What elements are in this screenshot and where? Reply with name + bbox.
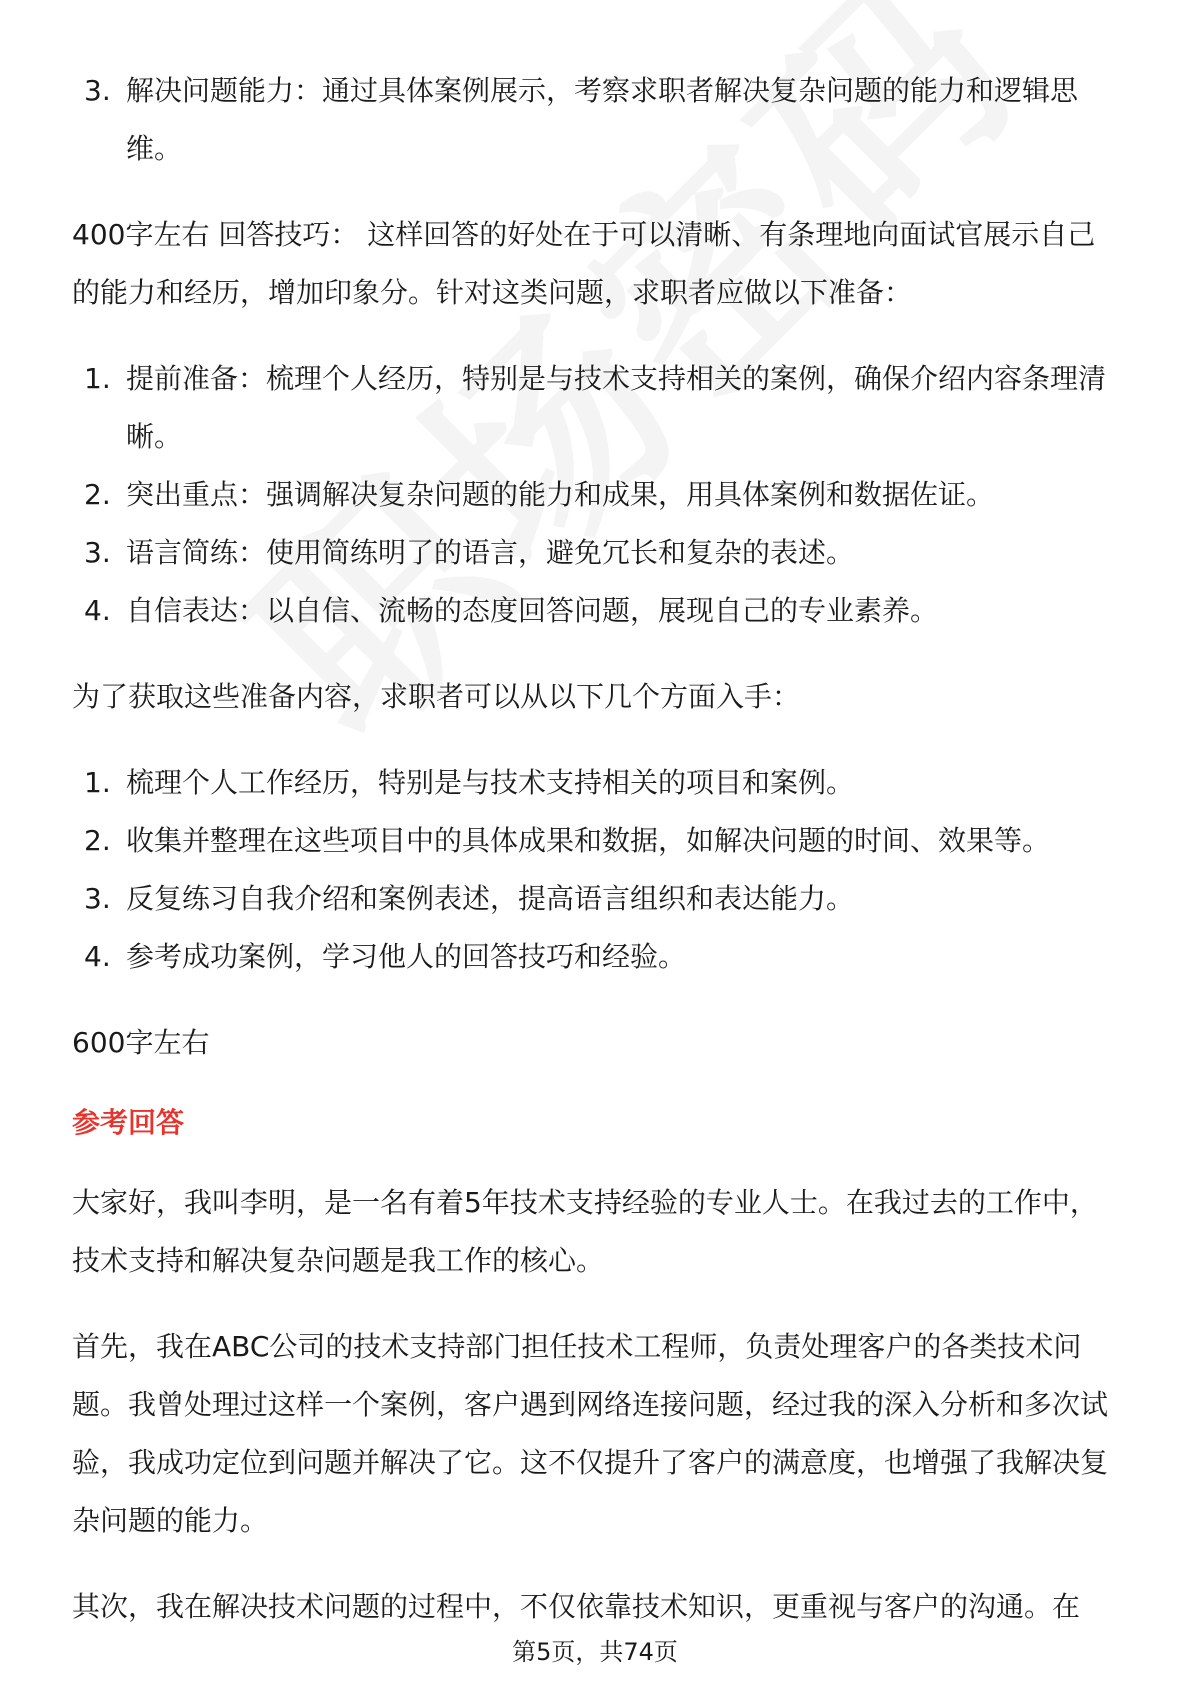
list-top [72,62,1122,178]
paragraph-answer-second: 其次，我在解决技术问题的过程中，不仅依靠技术知识，更重视与客户的沟通。在 [72,1590,1081,1623]
list-text: 自信表达：以自信、流畅的态度回答问题，展现自己的专业素养。 [126,594,939,627]
document-body [72,62,1122,1636]
list-number: 1. [84,362,111,395]
list-number: 4. [84,594,111,627]
list-item [72,928,1122,986]
list-item [72,524,1122,582]
paragraph-answer-intro: 大家好，我叫李明，是一名有着5年技术支持经验的专业人士。在我过去的工作中，技术支持和解决复杂问题是我工作的核心。 [72,1186,1098,1277]
list-number: 3. [84,74,111,107]
list-sources [72,754,1122,986]
list-item [72,754,1122,812]
list-item [72,466,1122,524]
heading-reference-answer: 参考回答 [72,1106,185,1139]
list-number: 3. [84,882,111,915]
list-item [72,582,1122,640]
list-text: 收集并整理在这些项目中的具体成果和数据，如解决问题的时间、效果等。 [126,824,1051,857]
list-item [72,350,1122,466]
list-number: 2. [84,824,111,857]
list-prep [72,350,1122,640]
list-item [72,870,1122,928]
list-number: 4. [84,940,111,973]
page-number: 第5页，共74页 [512,1638,678,1666]
paragraph-answer-first: 首先，我在ABC公司的技术支持部门担任技术工程师，负责处理客户的各类技术问题。我曾处理过这样一个案例，客户遇到网络连接问题，经过我的深入分析和多次试验，我成功定位到问题并解决了它。这不仅提升了客户的满意度，也增强了我解决复杂问题的能力。 [72,1330,1109,1537]
list-number: 1. [84,766,111,799]
paragraph-word-count: 600字左右 [72,1026,210,1059]
paragraph-sources: 为了获取这些准备内容，求职者可以从以下几个方面入手： [72,680,801,713]
list-item [72,62,1122,178]
paragraph-tips: 400字左右 回答技巧： 这样回答的好处在于可以清晰、有条理地向面试官展示自己的能力和经历，增加印象分。针对这类问题，求职者应做以下准备： [72,218,1096,309]
list-item [72,812,1122,870]
list-text: 反复练习自我介绍和案例表述，提高语言组织和表达能力。 [126,882,855,915]
list-text: 梳理个人工作经历，特别是与技术支持相关的项目和案例。 [126,766,855,799]
list-number: 3. [84,536,111,569]
list-number: 2. [84,478,111,511]
list-text: 参考成功案例，学习他人的回答技巧和经验。 [126,940,687,973]
list-text: 提前准备：梳理个人经历，特别是与技术支持相关的案例，确保介绍内容条理清晰。 [126,362,1107,453]
list-text: 解决问题能力：通过具体案例展示，考察求职者解决复杂问题的能力和逻辑思维。 [126,74,1079,165]
list-text: 语言简练：使用简练明了的语言，避免冗长和复杂的表述。 [126,536,855,569]
list-text: 突出重点：强调解决复杂问题的能力和成果，用具体案例和数据佐证。 [126,478,995,511]
